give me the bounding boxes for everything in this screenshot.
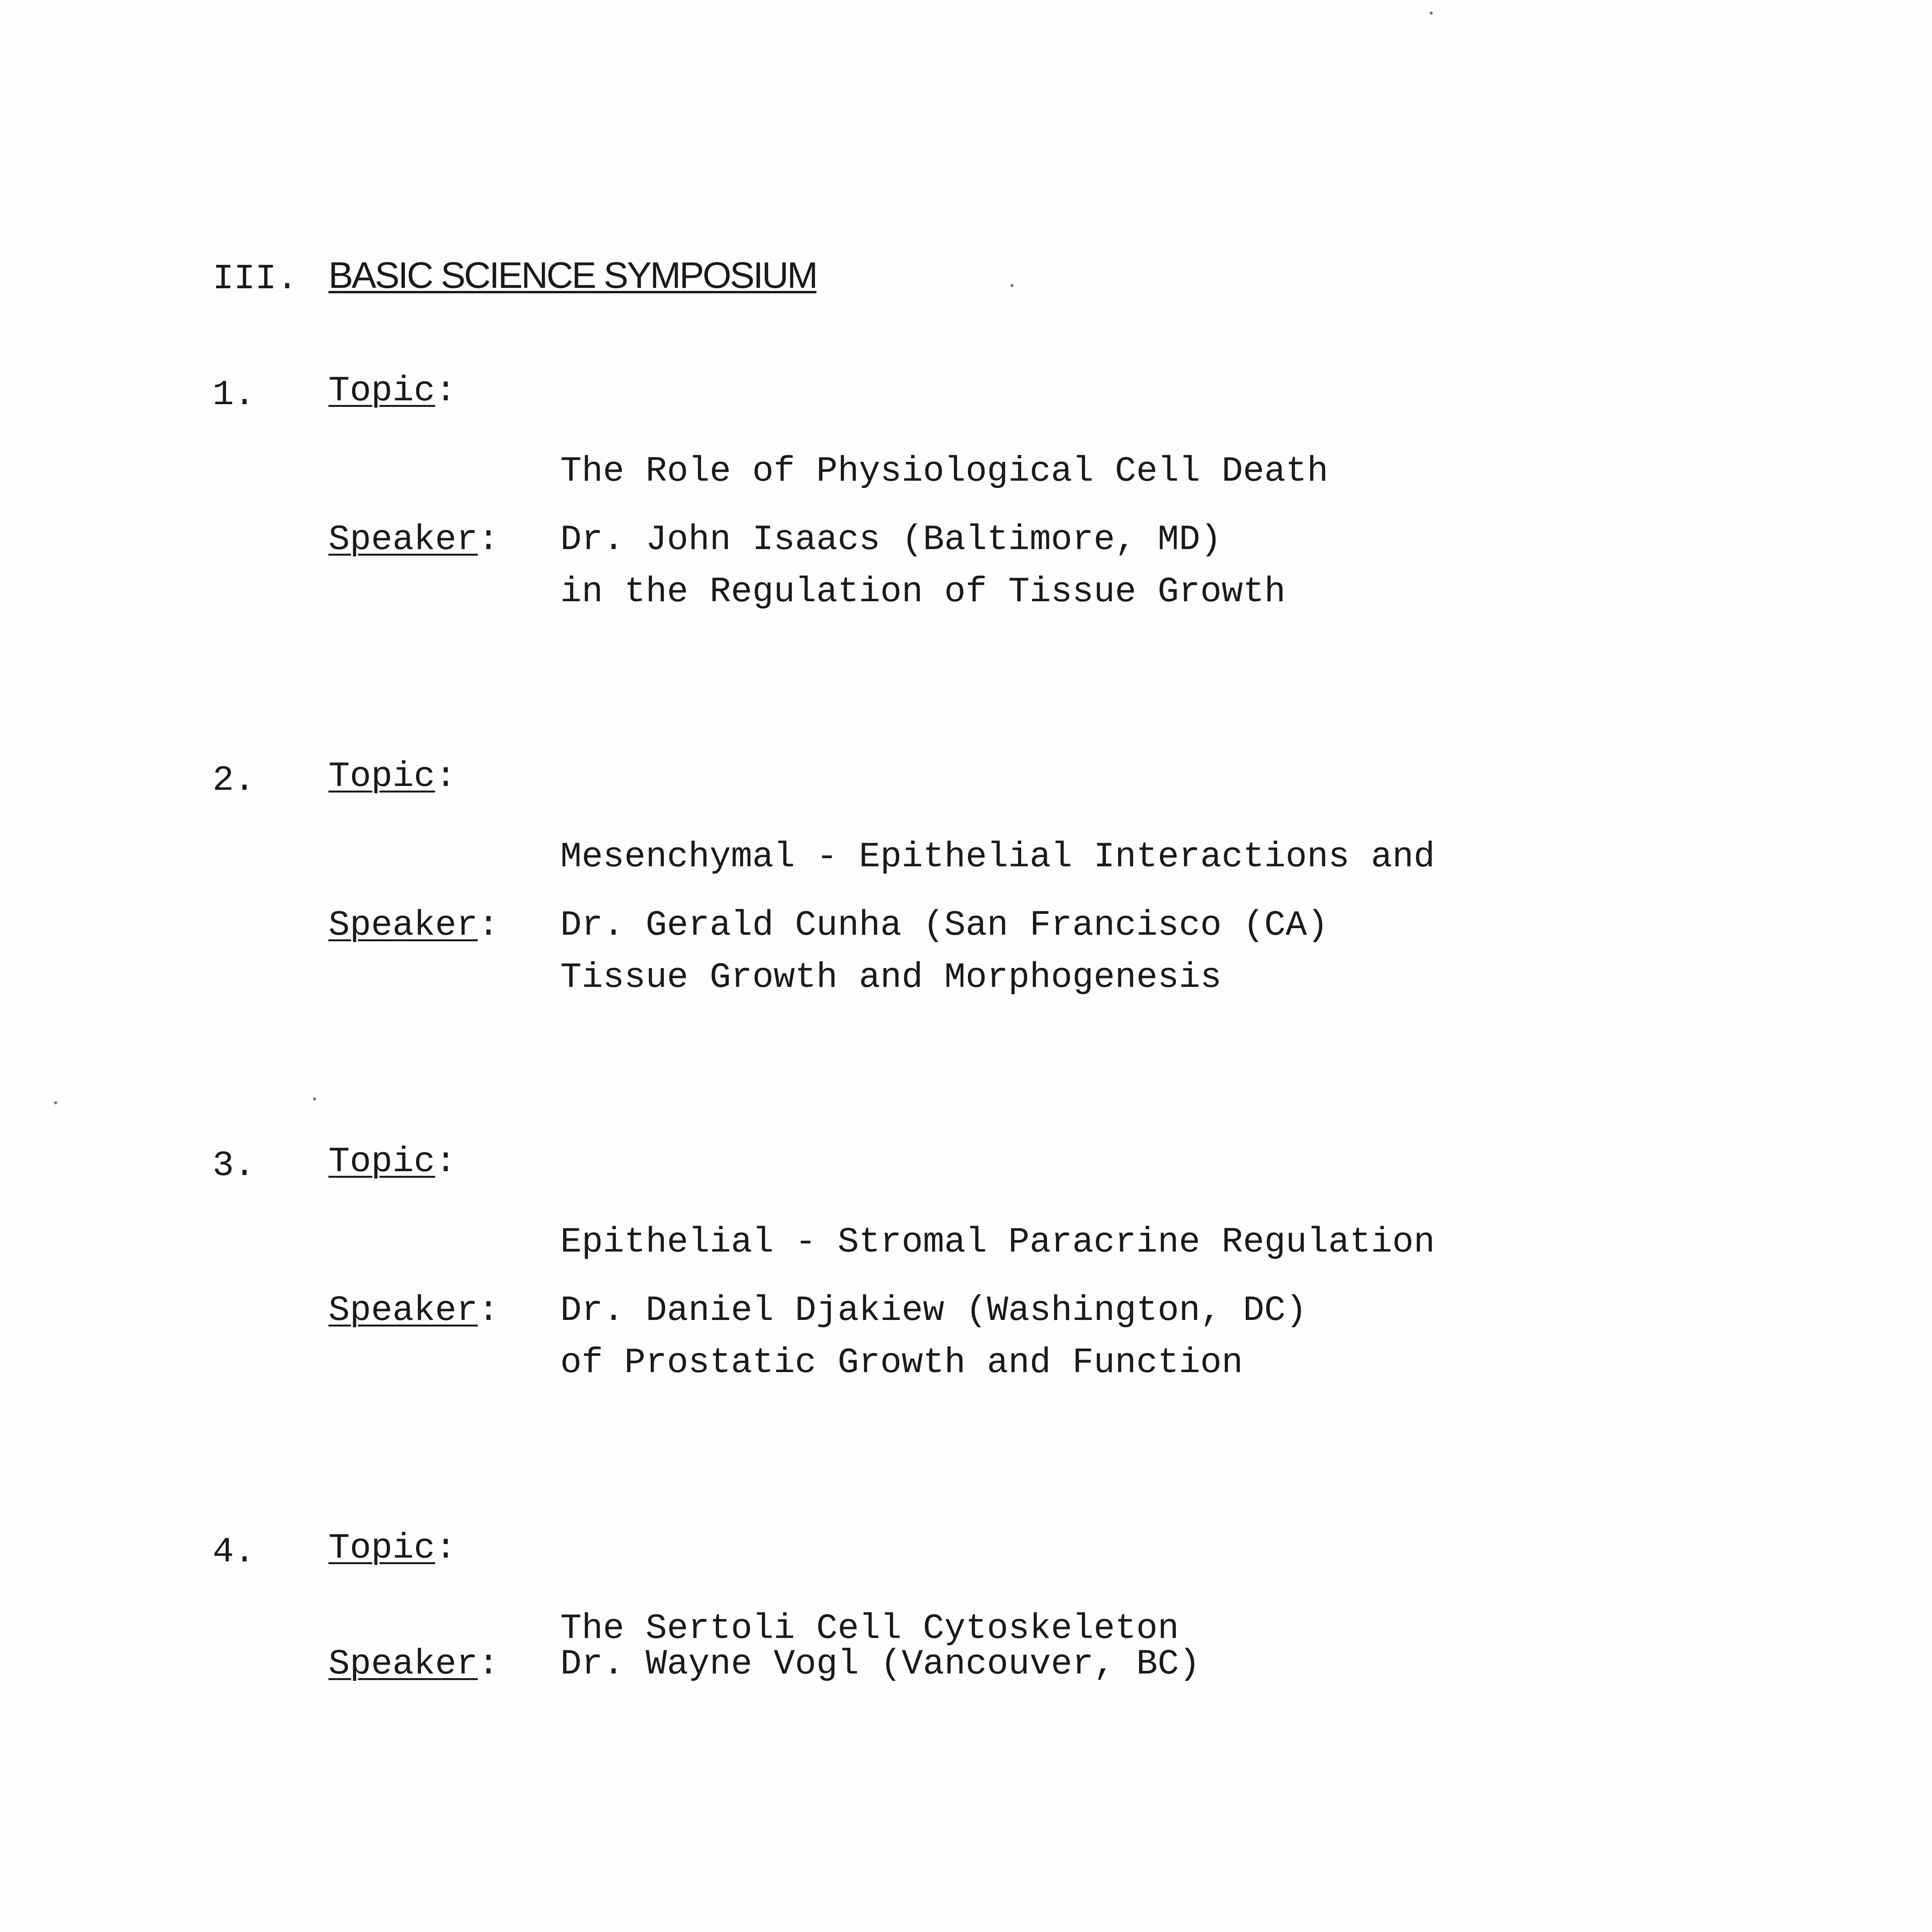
speaker-label-word: Speaker <box>328 519 478 560</box>
section-numeral: III. <box>213 259 298 299</box>
scan-speck <box>313 1097 316 1100</box>
topic-line: of Prostatic Growth and Function <box>560 1342 1243 1383</box>
speaker-name: Dr. Wayne Vogl (Vancouver, BC) <box>560 1644 1201 1684</box>
scan-speck <box>1430 12 1433 15</box>
speaker-label: Speaker: <box>328 905 499 946</box>
symposium-item <box>213 1528 1565 1737</box>
scan-speck <box>1010 284 1014 287</box>
section-title: BASIC SCIENCE SYMPOSIUM <box>328 255 816 296</box>
topic-label-word: Topic <box>328 756 435 797</box>
topic-line: Tissue Growth and Morphogenesis <box>560 957 1222 998</box>
symposium-item <box>213 1141 1565 1383</box>
topic-text <box>560 1528 1179 1729</box>
speaker-label-word: Speaker <box>328 1290 478 1331</box>
speaker-label: Speaker: <box>328 1290 499 1331</box>
topic-label: Topic: <box>328 756 457 797</box>
speaker-label-word: Speaker <box>328 1644 478 1684</box>
speaker-name: Dr. John Isaacs (Baltimore, MD) <box>560 519 1222 560</box>
section-header <box>213 251 1101 301</box>
topic-line: The Role of Physiological Cell Death <box>560 451 1328 492</box>
symposium-item <box>213 371 1565 612</box>
symposium-item <box>213 756 1565 998</box>
speaker-label: Speaker: <box>328 1644 499 1684</box>
topic-label: Topic: <box>328 371 457 411</box>
topic-label: Topic: <box>328 1528 457 1568</box>
topic-label-word: Topic <box>328 371 435 411</box>
item-number: 2. <box>213 760 255 801</box>
topic-label-word: Topic <box>328 1141 435 1182</box>
item-number: 4. <box>213 1532 255 1572</box>
item-number: 3. <box>213 1145 255 1186</box>
speaker-label: Speaker: <box>328 519 499 560</box>
speaker-name: Dr. Gerald Cunha (San Francisco (CA) <box>560 905 1328 946</box>
scan-speck <box>54 1101 57 1104</box>
speaker-name: Dr. Daniel Djakiew (Washington, DC) <box>560 1290 1307 1331</box>
topic-line: Epithelial - Stromal Paracrine Regulation <box>560 1222 1435 1262</box>
topic-label: Topic: <box>328 1141 457 1182</box>
item-number: 1. <box>213 374 255 415</box>
speaker-label-word: Speaker <box>328 905 478 946</box>
topic-label-word: Topic <box>328 1528 435 1568</box>
topic-line: The Sertoli Cell Cytoskeleton <box>560 1608 1179 1649</box>
topic-line: Mesenchymal - Epithelial Interactions and <box>560 837 1435 877</box>
topic-line: in the Regulation of Tissue Growth <box>560 571 1286 612</box>
